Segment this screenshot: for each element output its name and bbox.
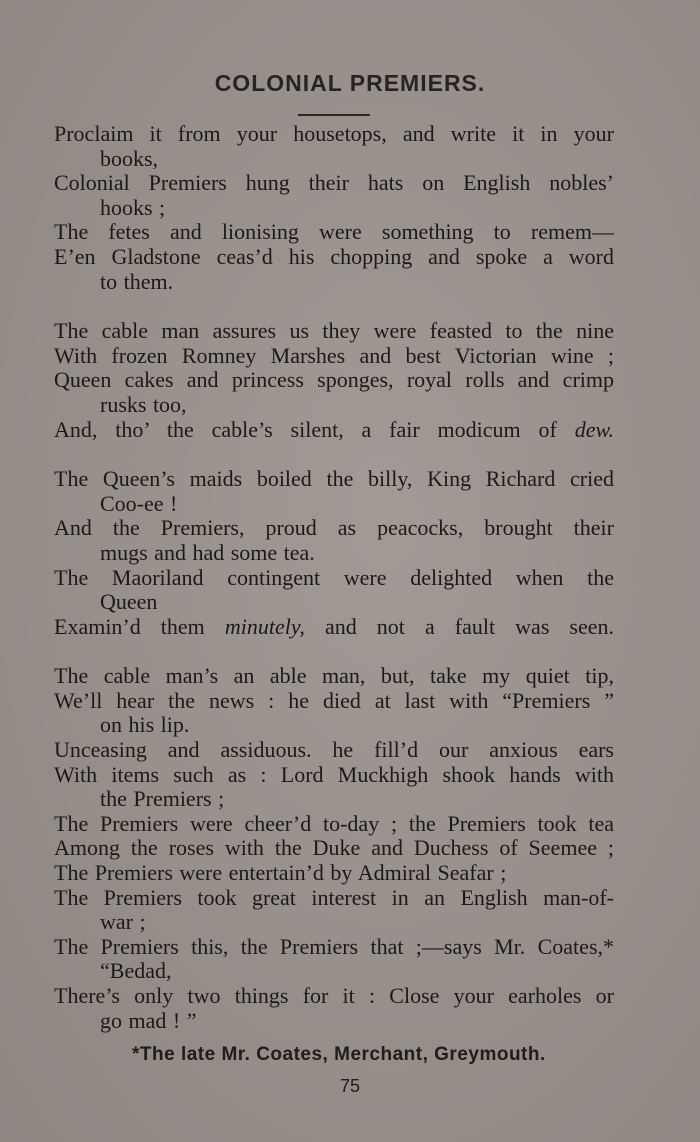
stanza-2 [54, 319, 614, 442]
line-text: The Premiers were cheer’d to-day ; the Premiers took tea [54, 810, 614, 836]
poem-line [54, 418, 614, 443]
line-text-main: Examin’d them [54, 613, 205, 639]
page-number: 75 [339, 1076, 361, 1096]
line-text: Colonial Premiers hung their hats on English nobles’ [54, 170, 614, 196]
line-continuation: hooks ; [100, 194, 166, 220]
poem-line [54, 566, 614, 615]
line-text: The cable man assures us they were feasted to the nine [54, 318, 614, 344]
poem-body [54, 122, 614, 1033]
stanza-3 [54, 467, 614, 639]
line-text: And the Premiers, proud as peacocks, brought their [54, 515, 614, 541]
poem-line [54, 467, 614, 516]
line-continuation: rusks too, [100, 391, 187, 417]
poem-line [54, 220, 614, 245]
poem-line [54, 836, 614, 861]
poem-line [54, 368, 614, 417]
poem-line [54, 861, 614, 886]
line-continuation: “Bedad, [100, 958, 172, 984]
line-continuation: go mad ! ” [100, 1007, 197, 1033]
line-text: The Maoriland contingent were delighted when the [54, 564, 614, 590]
poem-line [54, 738, 614, 763]
line-text: Queen cakes and princess sponges, royal rolls and crimp [54, 367, 614, 393]
poem-line [54, 615, 614, 640]
line-text: The Premiers this, the Premiers that ;—says Mr. Coates,* [54, 933, 614, 959]
footnote: *The late Mr. Coates, Merchant, Greymouth. [132, 1044, 546, 1065]
line-text: Proclaim it from your housetops, and write it in your [54, 121, 614, 146]
line-text: The Premiers took great interest in an English man-of- [54, 884, 614, 910]
line-text: The Queen’s maids boiled the billy, King Richard cried [54, 466, 614, 492]
line-text: With frozen Romney Marshes and best Victorian wine ; [54, 342, 614, 368]
poem-line [54, 689, 614, 738]
line-continuation: war ; [100, 909, 146, 935]
poem-line [54, 664, 614, 689]
poem-line [54, 812, 614, 837]
poem-line [54, 171, 614, 220]
line-text-main: And, tho’ the cable’s silent, a fair modicum of [54, 416, 557, 442]
line-text: E’en Gladstone ceas’d his chopping and spoke a word [54, 243, 614, 269]
line-text [54, 418, 614, 443]
line-continuation: Coo-ee ! [100, 490, 178, 516]
italic-word: dew. [574, 416, 614, 442]
line-continuation: mugs and had some tea. [100, 539, 315, 565]
poem-line [54, 516, 614, 565]
line-continuation: books, [100, 145, 159, 171]
line-text: Unceasing and assiduous. he fill’d our anxious ears [54, 737, 614, 763]
line-text: Among the roses with the Duke and Duchess of Seemee ; [54, 835, 614, 861]
line-continuation: the Premiers ; [100, 786, 225, 812]
line-text [54, 615, 614, 640]
poem-line [54, 886, 614, 935]
line-continuation: to them. [100, 268, 174, 294]
poem-line [54, 122, 614, 171]
line-text-tail: and not a fault was seen. [324, 613, 615, 639]
poem-line [54, 984, 614, 1033]
line-continuation: Queen [100, 589, 158, 615]
line-text: With items such as : Lord Muckhigh shook hands with [54, 761, 614, 787]
line-continuation: on his lip. [100, 712, 190, 738]
line-text: The cable man’s an able man, but, take my quiet tip, [54, 663, 614, 689]
poem-line [54, 935, 614, 984]
line-text: There’s only two things for it : Close your earholes or [54, 983, 614, 1008]
line-text: The fetes and lionising were something to remem— [54, 219, 614, 245]
italic-word: minutely, [224, 613, 305, 639]
page-title: COLONIAL PREMIERS. [214, 70, 486, 96]
stanza-1 [54, 122, 614, 294]
poem-line [54, 763, 614, 812]
poem-line [54, 344, 614, 369]
poem-line [54, 319, 614, 344]
title-rule [298, 114, 370, 116]
line-text: The Premiers were entertain’d by Admiral Seafar ; [54, 860, 507, 886]
poem-line [54, 245, 614, 294]
stanza-4 [54, 664, 614, 1033]
line-text: We’ll hear the news : he died at last with “Premiers ” [54, 687, 614, 713]
